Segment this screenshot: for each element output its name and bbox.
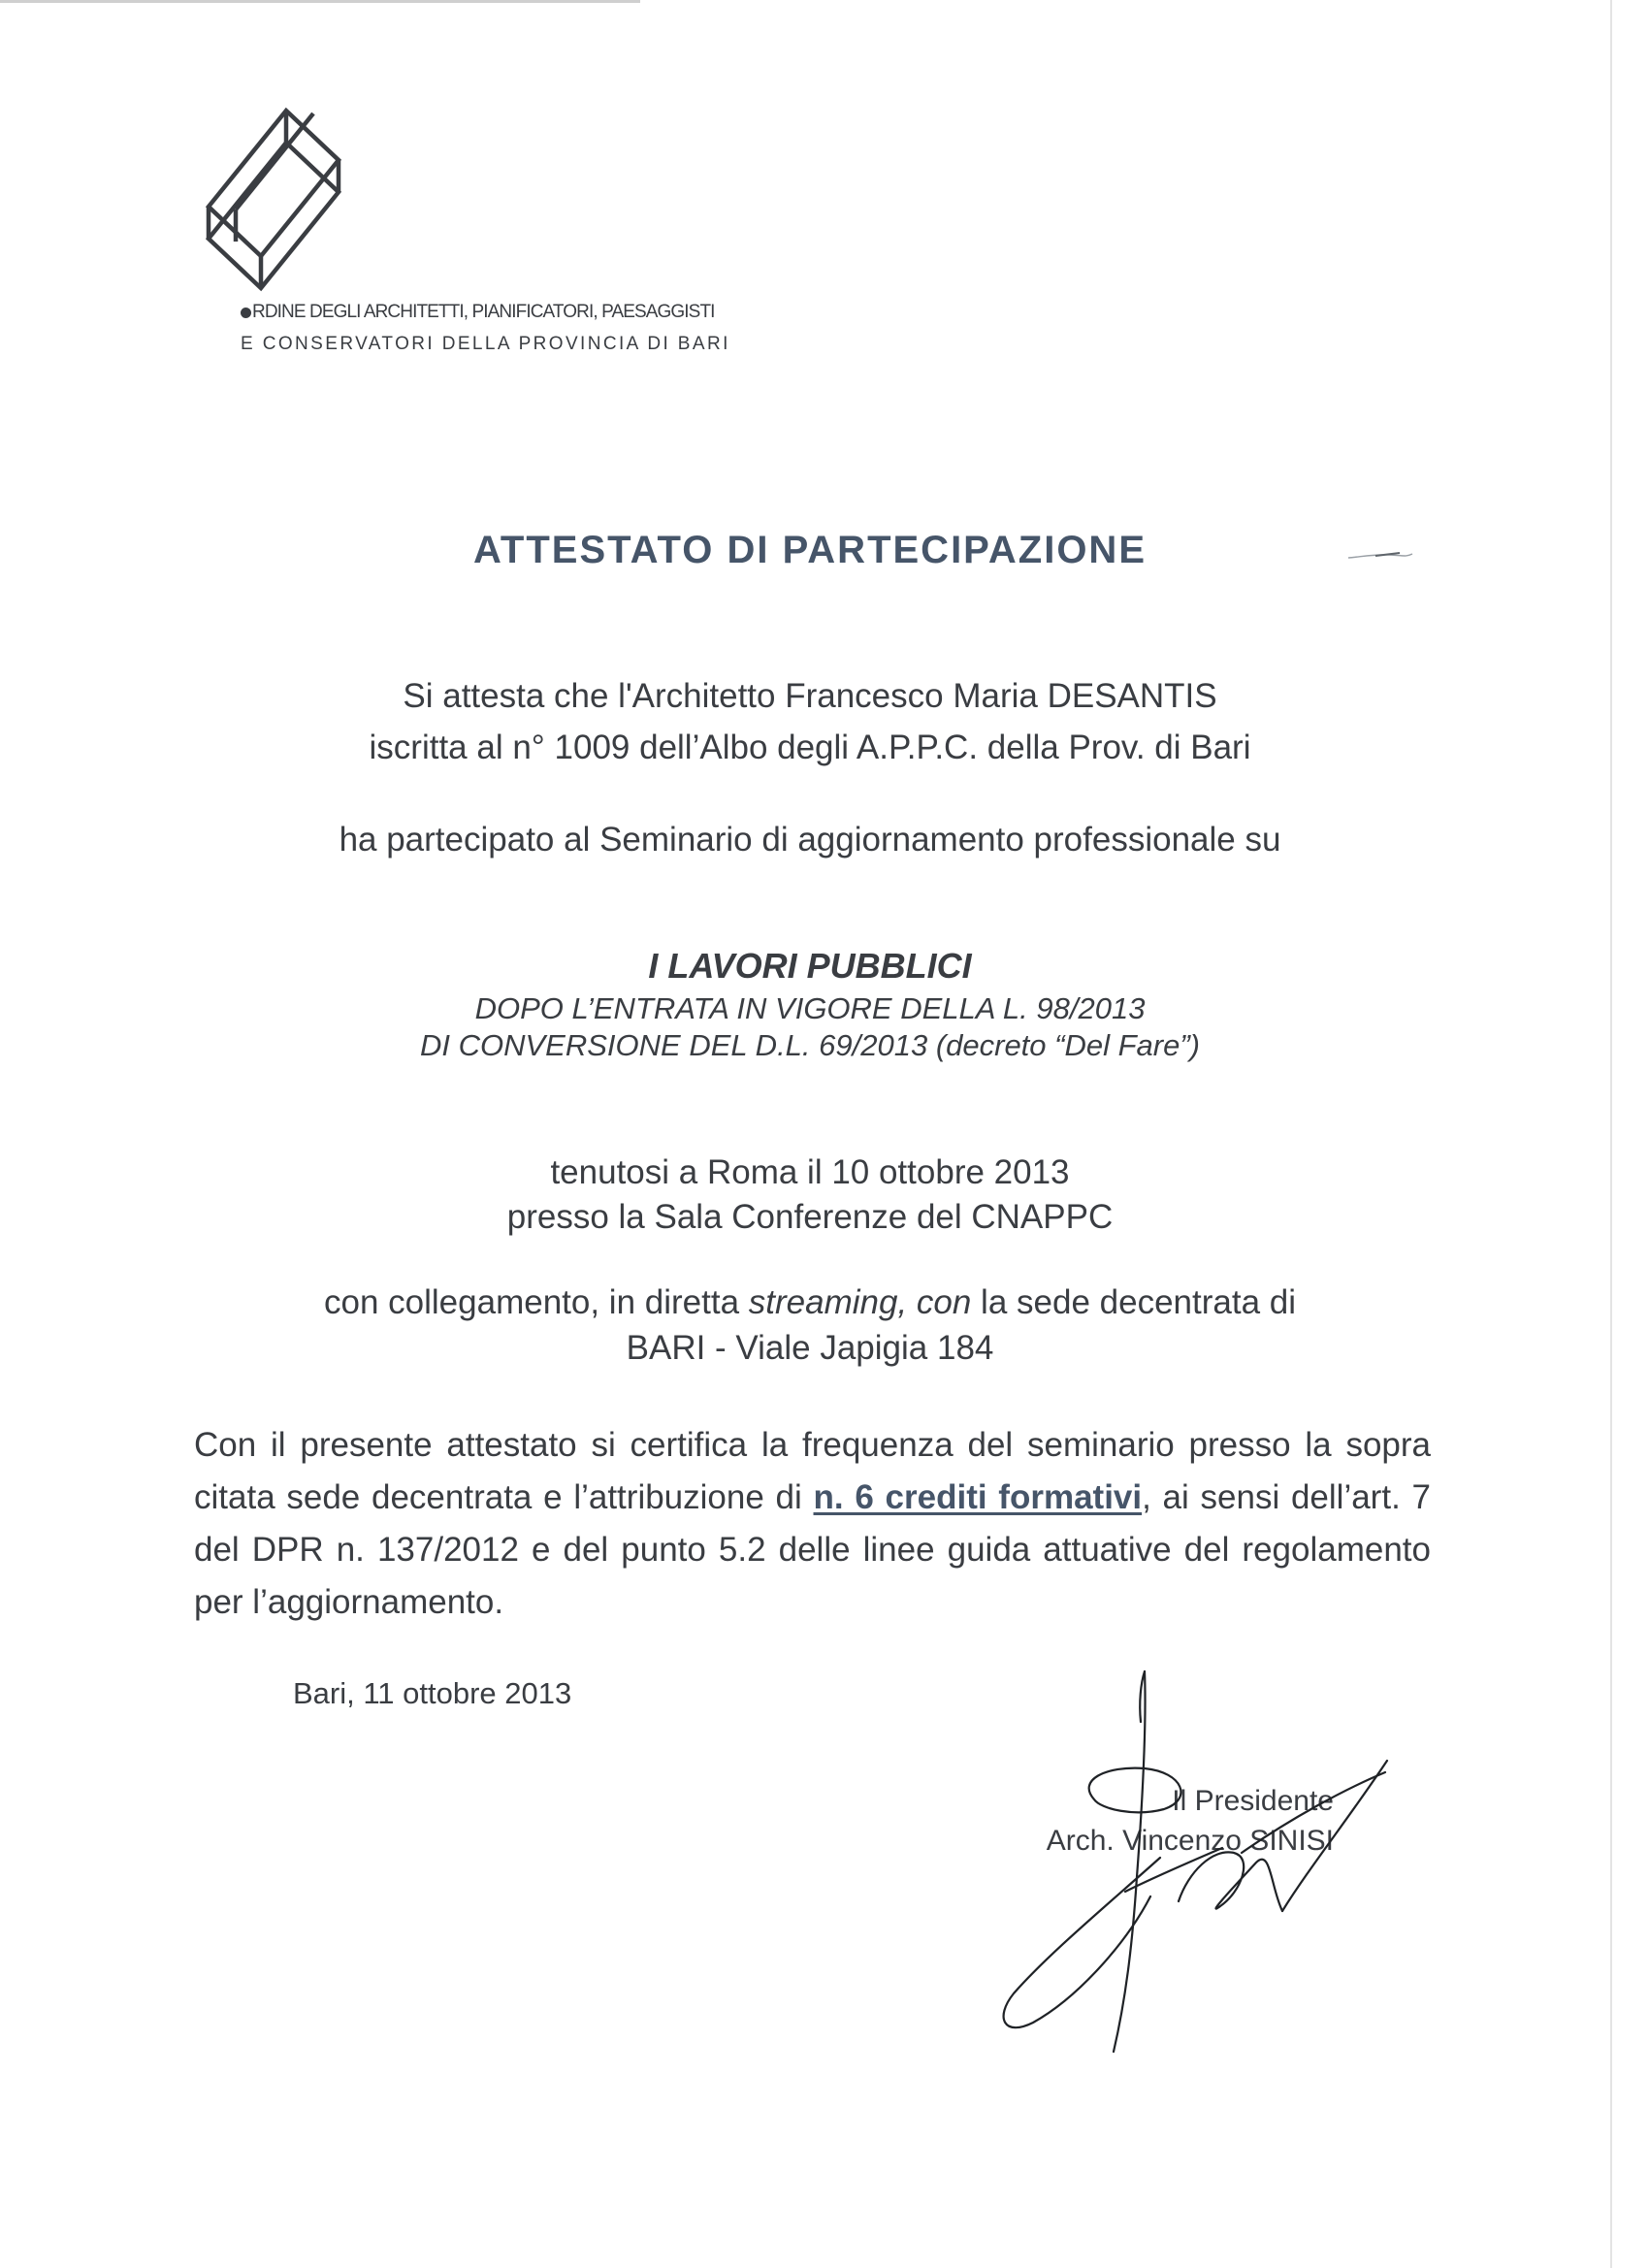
place-date: Bari, 11 ottobre 2013 (293, 1676, 572, 1710)
venue-line2: presso la Sala Conferenze del CNAPPC (506, 1198, 1114, 1236)
certification-part2: , ai sensi dell’art. 7 del DPR n. 137/2012 e del punto 5.2 delle linee guida attuative del regolamento per l’aggiornamento. (194, 1478, 1431, 1621)
credits-highlight: n. 6 crediti formativi (813, 1478, 1143, 1516)
participation-line: ha partecipato al Seminario di aggiornamento professionale su (339, 821, 1281, 859)
wireframe-box-logo-icon (199, 105, 344, 299)
organization-name (241, 301, 730, 357)
certification-paragraph (194, 1419, 1431, 1629)
certification-part1: Con il presente attestato si certifica la frequenza del seminario presso la sopra citata sede decentrata e l’attribuzione di (194, 1426, 1431, 1516)
seminar-title: I LAVORI PUBBLICI (648, 946, 972, 986)
org-name-line1 (241, 301, 726, 324)
streaming-line2: BARI - Viale Japigia 184 (626, 1329, 994, 1367)
streaming-post: la sede decentrata di (971, 1283, 1296, 1321)
handwritten-signature (980, 1664, 1416, 2061)
streaming-line1 (0, 1280, 1620, 1325)
scan-right-edge (1610, 0, 1612, 2268)
streaming-pre: con collegamento, in diretta (324, 1283, 749, 1321)
seminar-subtitle-2: DI CONVERSIONE DEL D.L. 69/2013 (decreto “Del Fare”) (420, 1028, 1200, 1062)
attestation-line2: iscritta al n° 1009 dell’Albo degli A.P.P.C. della Prov. di Bari (369, 729, 1251, 766)
document-title: ATTESTATO DI PARTECIPAZIONE (473, 529, 1147, 571)
venue-line1: tenutosi a Roma il 10 ottobre 2013 (550, 1153, 1070, 1191)
signer-role: Il Presidente (1172, 1785, 1334, 1817)
org-name-line2: E CONSERVATORI DELLA PROVINCIA DI BARI (241, 334, 730, 354)
streaming-italic: streaming, con (748, 1283, 972, 1321)
scan-top-edge (0, 0, 640, 3)
bullet-dot-icon (241, 308, 251, 318)
signer-name: Arch. Vincenzo SINISI (1046, 1825, 1334, 1857)
org-name-line1-text: RDINE DEGLI ARCHITETTI, PIANIFICATORI, PAESAGGISTI (252, 302, 715, 322)
seminar-subtitle-1: DOPO L’ENTRATA IN VIGORE DELLA L. 98/2013 (474, 991, 1146, 1025)
attestation-line1: Si attesta che l'Architetto Francesco Maria DESANTIS (403, 677, 1217, 715)
